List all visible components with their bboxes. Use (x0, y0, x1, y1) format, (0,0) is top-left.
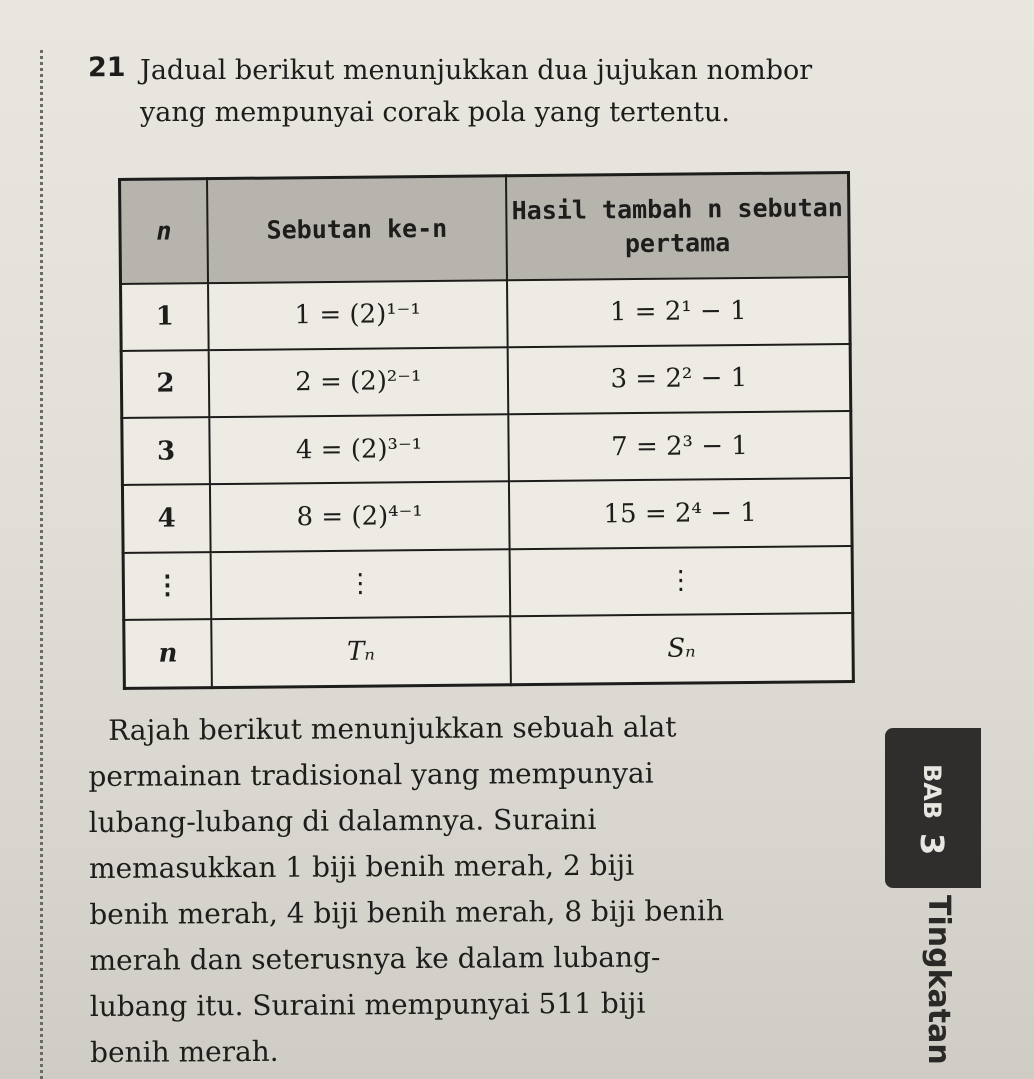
chapter-number: 3 (913, 833, 951, 856)
paragraph-line: memasukkan 1 biji benih merah, 2 biji (88, 848, 635, 885)
cell-term: 1 = (2)¹⁻¹ (208, 280, 508, 350)
chapter-tab-label (910, 735, 954, 885)
cell-n: 2 (121, 350, 209, 418)
cell-sum: 15 = 2⁴ − 1 (509, 478, 852, 549)
sequence-table (118, 171, 855, 690)
cell-sum: 7 = 2³ − 1 (508, 411, 851, 482)
cell-term: 8 = (2)⁴⁻¹ (210, 482, 510, 552)
question-intro: Jadual berikut menunjukkan dua jujukan nombor yang mempunyai corak pola yang tertentu. (140, 55, 813, 128)
paragraph-line: Rajah berikut menunjukkan sebuah alat (108, 710, 677, 747)
table-row (122, 411, 852, 485)
table-row (121, 276, 851, 350)
cell-sum: 1 = 2¹ − 1 (507, 276, 850, 347)
cell-n: 1 (121, 283, 209, 351)
header-n: n (120, 179, 208, 284)
paragraph-line: benih merah. (90, 1034, 279, 1069)
cell-n: 3 (122, 417, 210, 485)
table-row (124, 613, 854, 688)
cell-n: 4 (122, 485, 210, 553)
cell-n: n (124, 619, 212, 688)
margin-dotted-line (40, 50, 43, 1079)
sequence-table-container (118, 171, 855, 690)
cell-term: Tₙ (211, 616, 511, 687)
paragraph-line: permainan tradisional yang mempunyai (88, 756, 654, 793)
cell-sum: Sₙ (510, 613, 853, 685)
paragraph-line: lubang itu. Suraini mempunyai 511 biji (89, 986, 646, 1023)
table-row (122, 478, 852, 552)
paragraph-line: merah dan seterusnya ke dalam lubang- (89, 940, 661, 977)
cell-term: 2 = (2)²⁻¹ (209, 347, 509, 417)
cell-term: ⋮ (211, 549, 511, 619)
table-header-row (120, 172, 850, 283)
paragraph-line: benih merah, 4 biji benih merah, 8 biji benih (89, 894, 725, 931)
question-number: 21 (88, 52, 126, 83)
chapter-label: BAB (918, 764, 946, 820)
cell-sum: ⋮ (509, 546, 852, 617)
table-row (123, 546, 853, 620)
header-nth-term: Sebutan ke-n (207, 176, 507, 283)
level-label: Tingkatan (921, 895, 956, 1065)
game-description-paragraph (88, 703, 880, 1076)
table-row (121, 344, 851, 418)
cell-n: ⋮ (123, 552, 211, 620)
header-sum-n-terms: Hasil tambah n sebutan pertama (506, 172, 850, 279)
cell-sum: 3 = 2² − 1 (507, 344, 850, 415)
cell-term: 4 = (2)³⁻¹ (209, 414, 509, 484)
paragraph-line: lubang-lubang di dalamnya. Suraini (88, 802, 597, 839)
